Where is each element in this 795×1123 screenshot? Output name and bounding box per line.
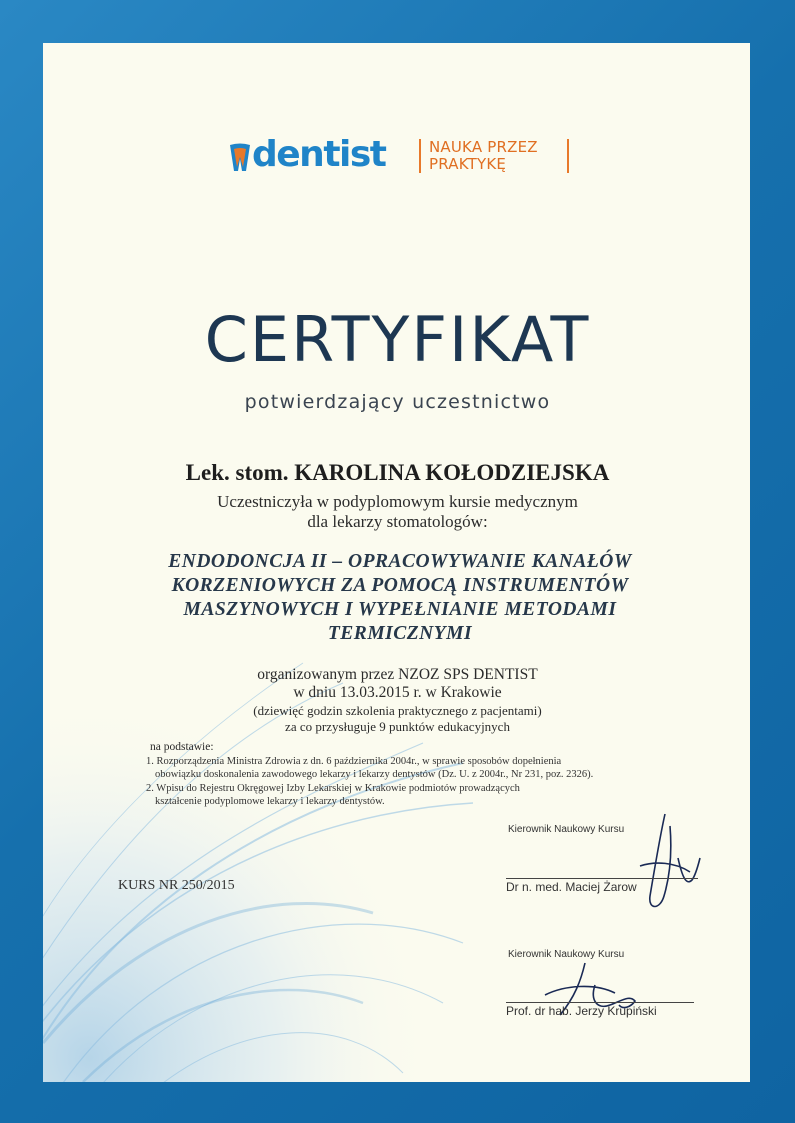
regulation-item [146,782,520,808]
regulation-item [146,755,593,781]
logo-tagline [429,139,564,173]
regulation-line: 1. Rozporządzenia Ministra Zdrowia z dn. 6 października 2004r., w sprawie sposobów dopełnienia [146,756,562,767]
participation-line-1: Uczestniczyła w podyplomowym kursie medycznym [217,492,578,511]
hours-line: (dziewięć godzin szkolenia praktycznego z pacjentami) [253,703,542,718]
tagline-line-2: PRAKTYKĘ [429,155,507,173]
logo-wordmark: dentist [252,134,386,175]
participation-line-2: dla lekarzy stomatologów: [307,512,488,531]
signature-line [506,878,698,879]
signatory-name: Prof. dr hab. Jerzy Krupiński [506,1004,657,1018]
date-line: w dniu 13.03.2015 r. w Krakowie [293,684,502,701]
logo-divider-right [567,139,569,173]
tagline-line-1: NAUKA PRZEZ [429,138,538,156]
signature-line [506,1002,694,1003]
course-title-line: TERMICZNYMI [327,623,473,644]
signatory-name: Dr n. med. Maciej Żarow [506,880,637,894]
tooth-logo-icon [228,143,252,173]
course-title [150,550,650,646]
course-title-line: ENDODONCJA II – OPRACOWYWANIE KANAŁÓW [168,551,632,572]
course-title-line: MASZYNOWYCH I WYPEŁNIANIE METODAMI [183,599,617,620]
regulation-line: 2. Wpisu do Rejestru Okręgowej Izby Lekarskiej w Krakowie podmiotów prowadzących [146,783,520,794]
recipient-name: KAROLINA KOŁODZIEJSKA [294,460,610,485]
certificate-title: CERTYFIKAT [204,303,591,376]
logo-divider-left [419,139,421,173]
signature-mark [620,806,720,926]
course-number: KURS NR 250/2015 [118,878,235,893]
certificate-subtitle: potwierdzający uczestnictwo [244,391,551,413]
regulation-line: obowiązku doskonalenia zawodowego lekarzy i lekarzy dentystów (Dz. U. z 2004r., Nr 231, poz. 2326). [155,769,594,780]
points-line: za co przysługuje 9 punktów edukacyjnych [285,719,510,734]
regulation-line: kształcenie podyplomowe lekarzy i lekarzy dentystów. [155,796,385,807]
course-title-line: KORZENIOWYCH ZA POMOCĄ INSTRUMENTÓW [171,575,629,596]
signature-caption: Kierownik Naukowy Kursu [508,824,625,835]
recipient-prefix: Lek. stom. [185,460,289,485]
signature-caption: Kierownik Naukowy Kursu [508,949,625,960]
basis-label: na podstawie: [150,741,214,753]
organizer-line: organizowanym przez NZOZ SPS DENTIST [257,666,538,683]
recipient [0,460,795,486]
